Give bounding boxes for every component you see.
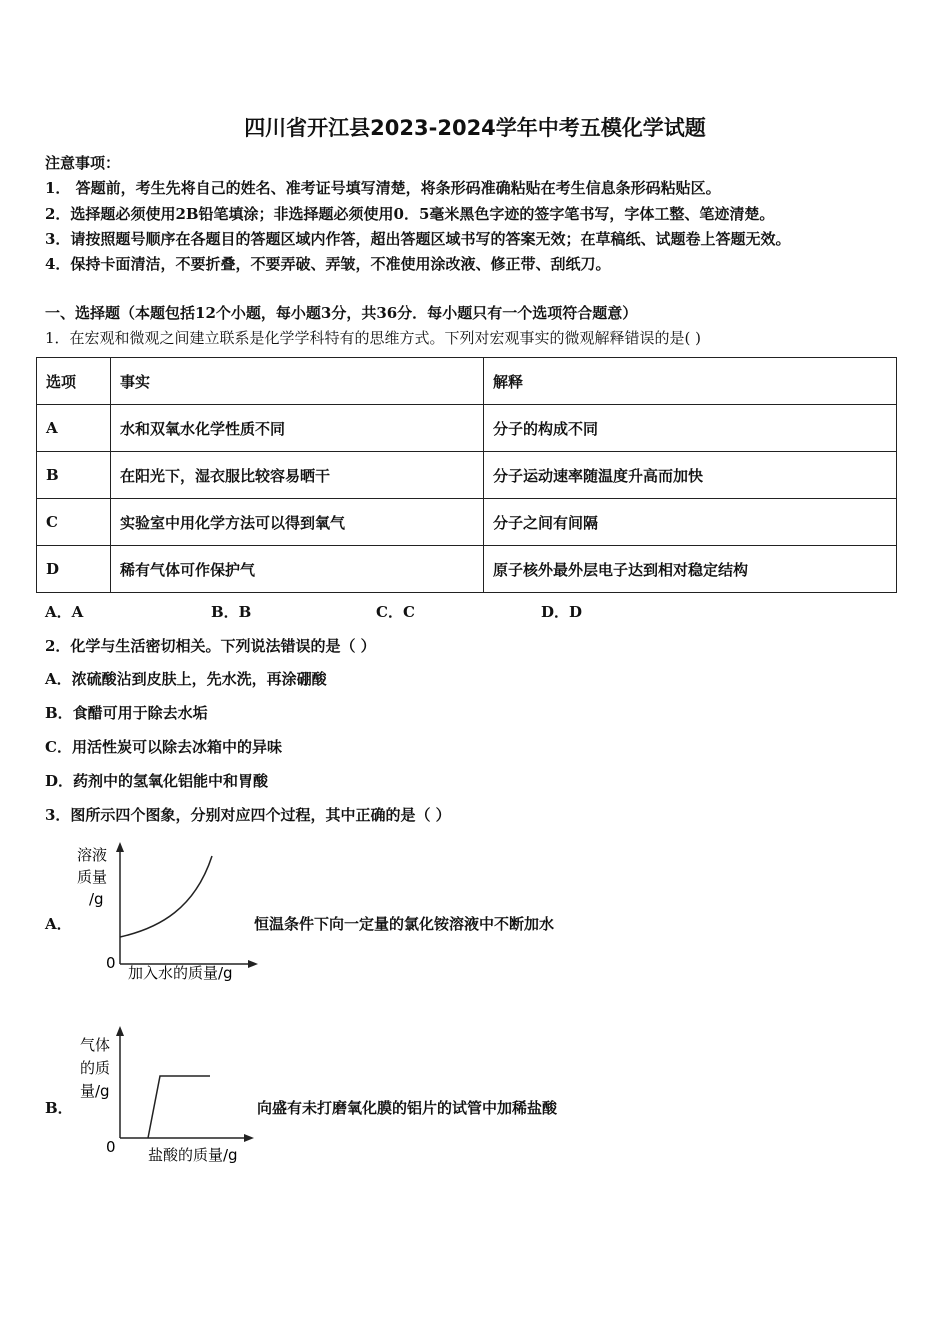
question-1-table: [36, 357, 897, 593]
table-cell: 水和双氧水化学性质不同: [111, 405, 484, 452]
notice-heading: 注意事项：: [45, 154, 121, 172]
q3-option-b-description: 向盛有未打磨氧化膜的铝片的试管中加稀盐酸: [257, 1099, 558, 1117]
table-cell: 在阳光下，湿衣服比较容易晒干: [111, 452, 484, 499]
table-cell: 分子运动速率随温度升高而加快: [484, 452, 897, 499]
table-cell: 稀有气体可作保护气: [111, 546, 484, 593]
question-3-stem: 3．图所示四个图象，分别对应四个过程，其中正确的是（ ）: [45, 806, 451, 824]
graph-b-x-arrow: [244, 1134, 254, 1142]
table-header-cell: 选项: [37, 358, 111, 405]
notice-item: 1． 答题前，考生先将自己的姓名、准考证号填写清楚，将条形码准确粘贴在考生信息条形码粘贴区。: [45, 179, 721, 197]
graph-a-x-arrow: [248, 960, 258, 968]
graph-a-ylabel-2: 质量: [77, 868, 108, 886]
graph-b: [70, 1020, 260, 1170]
table-cell: 实验室中用化学方法可以得到氧气: [111, 499, 484, 546]
table-row: [37, 546, 897, 593]
graph-b-line: [148, 1076, 210, 1138]
section-heading: 一、选择题（本题包括12个小题，每小题3分，共36分．每小题只有一个选项符合题意）: [45, 304, 638, 322]
graph-a-curve: [120, 856, 212, 937]
notice-item: 4．保持卡面清洁，不要折叠，不要弄破、弄皱，不准使用涂改液、修正带、刮纸刀。: [45, 255, 611, 273]
table-header-cell: 事实: [111, 358, 484, 405]
q3-option-b-letter: B．: [45, 1099, 73, 1117]
q3-option-a-letter: A．: [45, 915, 72, 933]
graph-a: [60, 838, 260, 988]
graph-a-origin: 0: [106, 954, 116, 972]
question-2-stem: 2．化学与生活密切相关。下列说法错误的是（ ）: [45, 637, 376, 655]
question-1-stem: 1．在宏观和微观之间建立联系是化学学科特有的思维方式。下列对宏观事实的微观解释错误的是( ): [45, 329, 702, 347]
q1-option-b: B．B: [211, 603, 252, 621]
graph-b-origin: 0: [106, 1138, 116, 1156]
table-row: [37, 499, 897, 546]
table-cell: 分子的构成不同: [484, 405, 897, 452]
q1-option-a: A．A: [45, 603, 84, 621]
q2-option-d: D．药剂中的氢氧化铝能中和胃酸: [45, 772, 269, 790]
graph-a-y-arrow: [116, 842, 124, 852]
q2-option-b: B．食醋可用于除去水垢: [45, 704, 208, 722]
graph-a-xlabel: 加入水的质量/g: [128, 964, 233, 982]
table-cell: 分子之间有间隔: [484, 499, 897, 546]
q2-option-a: A．浓硫酸沾到皮肤上，先水洗，再涂硼酸: [45, 670, 327, 688]
graph-a-ylabel-3: /g: [89, 890, 104, 908]
q1-option-c: C．C: [376, 603, 415, 621]
table-cell: A: [37, 405, 111, 452]
q1-option-d: D．D: [541, 603, 583, 621]
table-cell: B: [37, 452, 111, 499]
table-cell: C: [37, 499, 111, 546]
table-header-row: [37, 358, 897, 405]
graph-b-y-arrow: [116, 1026, 124, 1036]
table-cell: D: [37, 546, 111, 593]
graph-a-ylabel-1: 溶液: [77, 846, 108, 864]
q2-option-c: C．用活性炭可以除去冰箱中的异味: [45, 738, 282, 756]
graph-b-xlabel: 盐酸的质量/g: [148, 1146, 238, 1164]
graph-b-ylabel-1: 气体: [80, 1036, 111, 1054]
table-header-cell: 解释: [484, 358, 897, 405]
table-cell: 原子核外最外层电子达到相对稳定结构: [484, 546, 897, 593]
graph-b-ylabel-2: 的质: [80, 1059, 111, 1077]
notice-item: 2．选择题必须使用2B铅笔填涂；非选择题必须使用0．5毫米黑色字迹的签字笔书写，字体工整、笔迹清楚。: [45, 205, 775, 223]
graph-b-ylabel-3: 量/g: [80, 1082, 110, 1100]
page-title: 四川省开江县2023-2024学年中考五模化学试题: [244, 116, 706, 140]
notice-item: 3．请按照题号顺序在各题目的答题区域内作答，超出答题区域书写的答案无效；在草稿纸、试题卷上答题无效。: [45, 230, 791, 248]
table-row: [37, 452, 897, 499]
q3-option-a-description: 恒温条件下向一定量的氯化铵溶液中不断加水: [254, 915, 555, 933]
table-row: [37, 405, 897, 452]
